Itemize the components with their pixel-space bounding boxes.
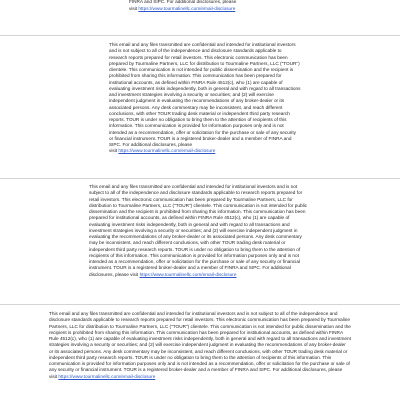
disclosure-line: FINRA and SIPC. For additional disclosures, please [129,0,237,5]
disclosure-block [109,42,301,155]
separator-line [0,35,400,36]
disclosure-link[interactable]: https://www.tourmalinellc.com/email-disclosure [118,148,216,154]
disclosure-block [49,311,351,380]
separator-line [0,178,400,179]
disclosure-link[interactable]: https://www.tourmalinellc.com/email-disclosure [138,5,236,11]
visit-label: visit [109,148,118,154]
disclosure-text: This email and any files transmitted are confidential and intended for institutional investors and is not subject to all of the independence and disclosure standards applicable to research reports prepared for retail investors. This electronic communication has been prepared by Tourmaline Partners, LLC for distribution to Tourmaline Partners, LLC ("TOUR") clientele. This communication is not intended for public dissemination and the recipient is prohibited from sharing this information. This communication has been prepared for institutional accounts, as defined within FINRA Rule 4512(c), who (1) are capable of evaluating investment risks independently, both in general and with regard to all transactions and investment strategies involving a security or securities; and (2) will exercise independent judgment in evaluating the recommendations of any broker-dealer or its associated persons. Any desk commentary may be inconsistent, and reach different conclusions, with other TOUR trading desk material or independent third party research reports. TOUR is under no obligation to bring them to the attention of recipients of this information. This communication is provided for information purposes only and is not intended as a recommendation, offer or solicitation for the purchase or sale of any security or financial instrument. TOUR is a registered broker-dealer and a member of FINRA and SIPC. For additional disclosures, please visit [49,311,351,379]
separator-line [0,304,400,305]
disclosure-link[interactable]: https://www.tourmalinellc.com/email-disclosure [58,373,156,379]
disclosure-text: This email and any files transmitted are confidential and intended for institutional investors and is not subject to all of the independence and disclosure standards applicable to research reports prepared for retail investors. This electronic communication has been prepared by Tourmaline Partners, LLC for distribution to Tourmaline Partners, LLC ("TOUR") clientele. This communication is not intended for public dissemination and the recipient is prohibited from sharing this information. This communication has been prepared for institutional accounts, as defined within FINRA Rule 4512(c), who (1) are capable of evaluating investment risks independently, both in general and with regard to all transactions and investment strategies involving a security or securities; and (2) will exercise independent judgment in evaluating the recommendations of any broker-dealer or its associated persons. Any desk commentary may be inconsistent, and reach different conclusions, with other TOUR trading desk material or independent third party research reports. TOUR is under no obligation to bring them to the attention of recipients of this information. This communication is provided for information purposes only and is not intended as a recommendation, offer or solicitation for the purchase or sale of any security or financial instrument. TOUR is a registered broker-dealer and a member of FINRA and SIPC. For additional disclosures, please [109,42,301,147]
disclosure-block-truncated [129,0,312,12]
visit-label: visit [129,5,138,11]
disclosure-block [89,184,311,278]
disclosure-link[interactable]: https://www.tourmalinellc.com/email-disclosure [139,271,237,277]
disclosure-text: This email and any files transmitted are confidential and intended for institutional investors and is not subject to all of the independence and disclosure standards applicable to research reports prepared for retail investors. This electronic communication has been prepared by Tourmaline Partners, LLC for distribution to Tourmaline Partners, LLC ("TOUR") clientele. This communication is not intended for public dissemination and the recipient is prohibited from sharing this information. This communication has been prepared for institutional accounts, as defined within FINRA Rule 4512(c), who (1) are capable of evaluating investment risks independently, both in general and with regard to all transactions and investment strategies involving a security or securities; and (2) will exercise independent judgment in evaluating the recommendations of any broker-dealer or its associated persons. Any desk commentary may be inconsistent, and reach different conclusions, with other TOUR trading desk material or independent third party research reports. TOUR is under no obligation to bring them to the attention of recipients of this information. This communication is provided for information purposes only and is not intended as a recommendation, offer or solicitation for the purchase or sale of any security or financial instrument. TOUR is a registered broker-dealer and a member of FINRA and SIPC. For additional disclosures, please visit [89,184,308,277]
